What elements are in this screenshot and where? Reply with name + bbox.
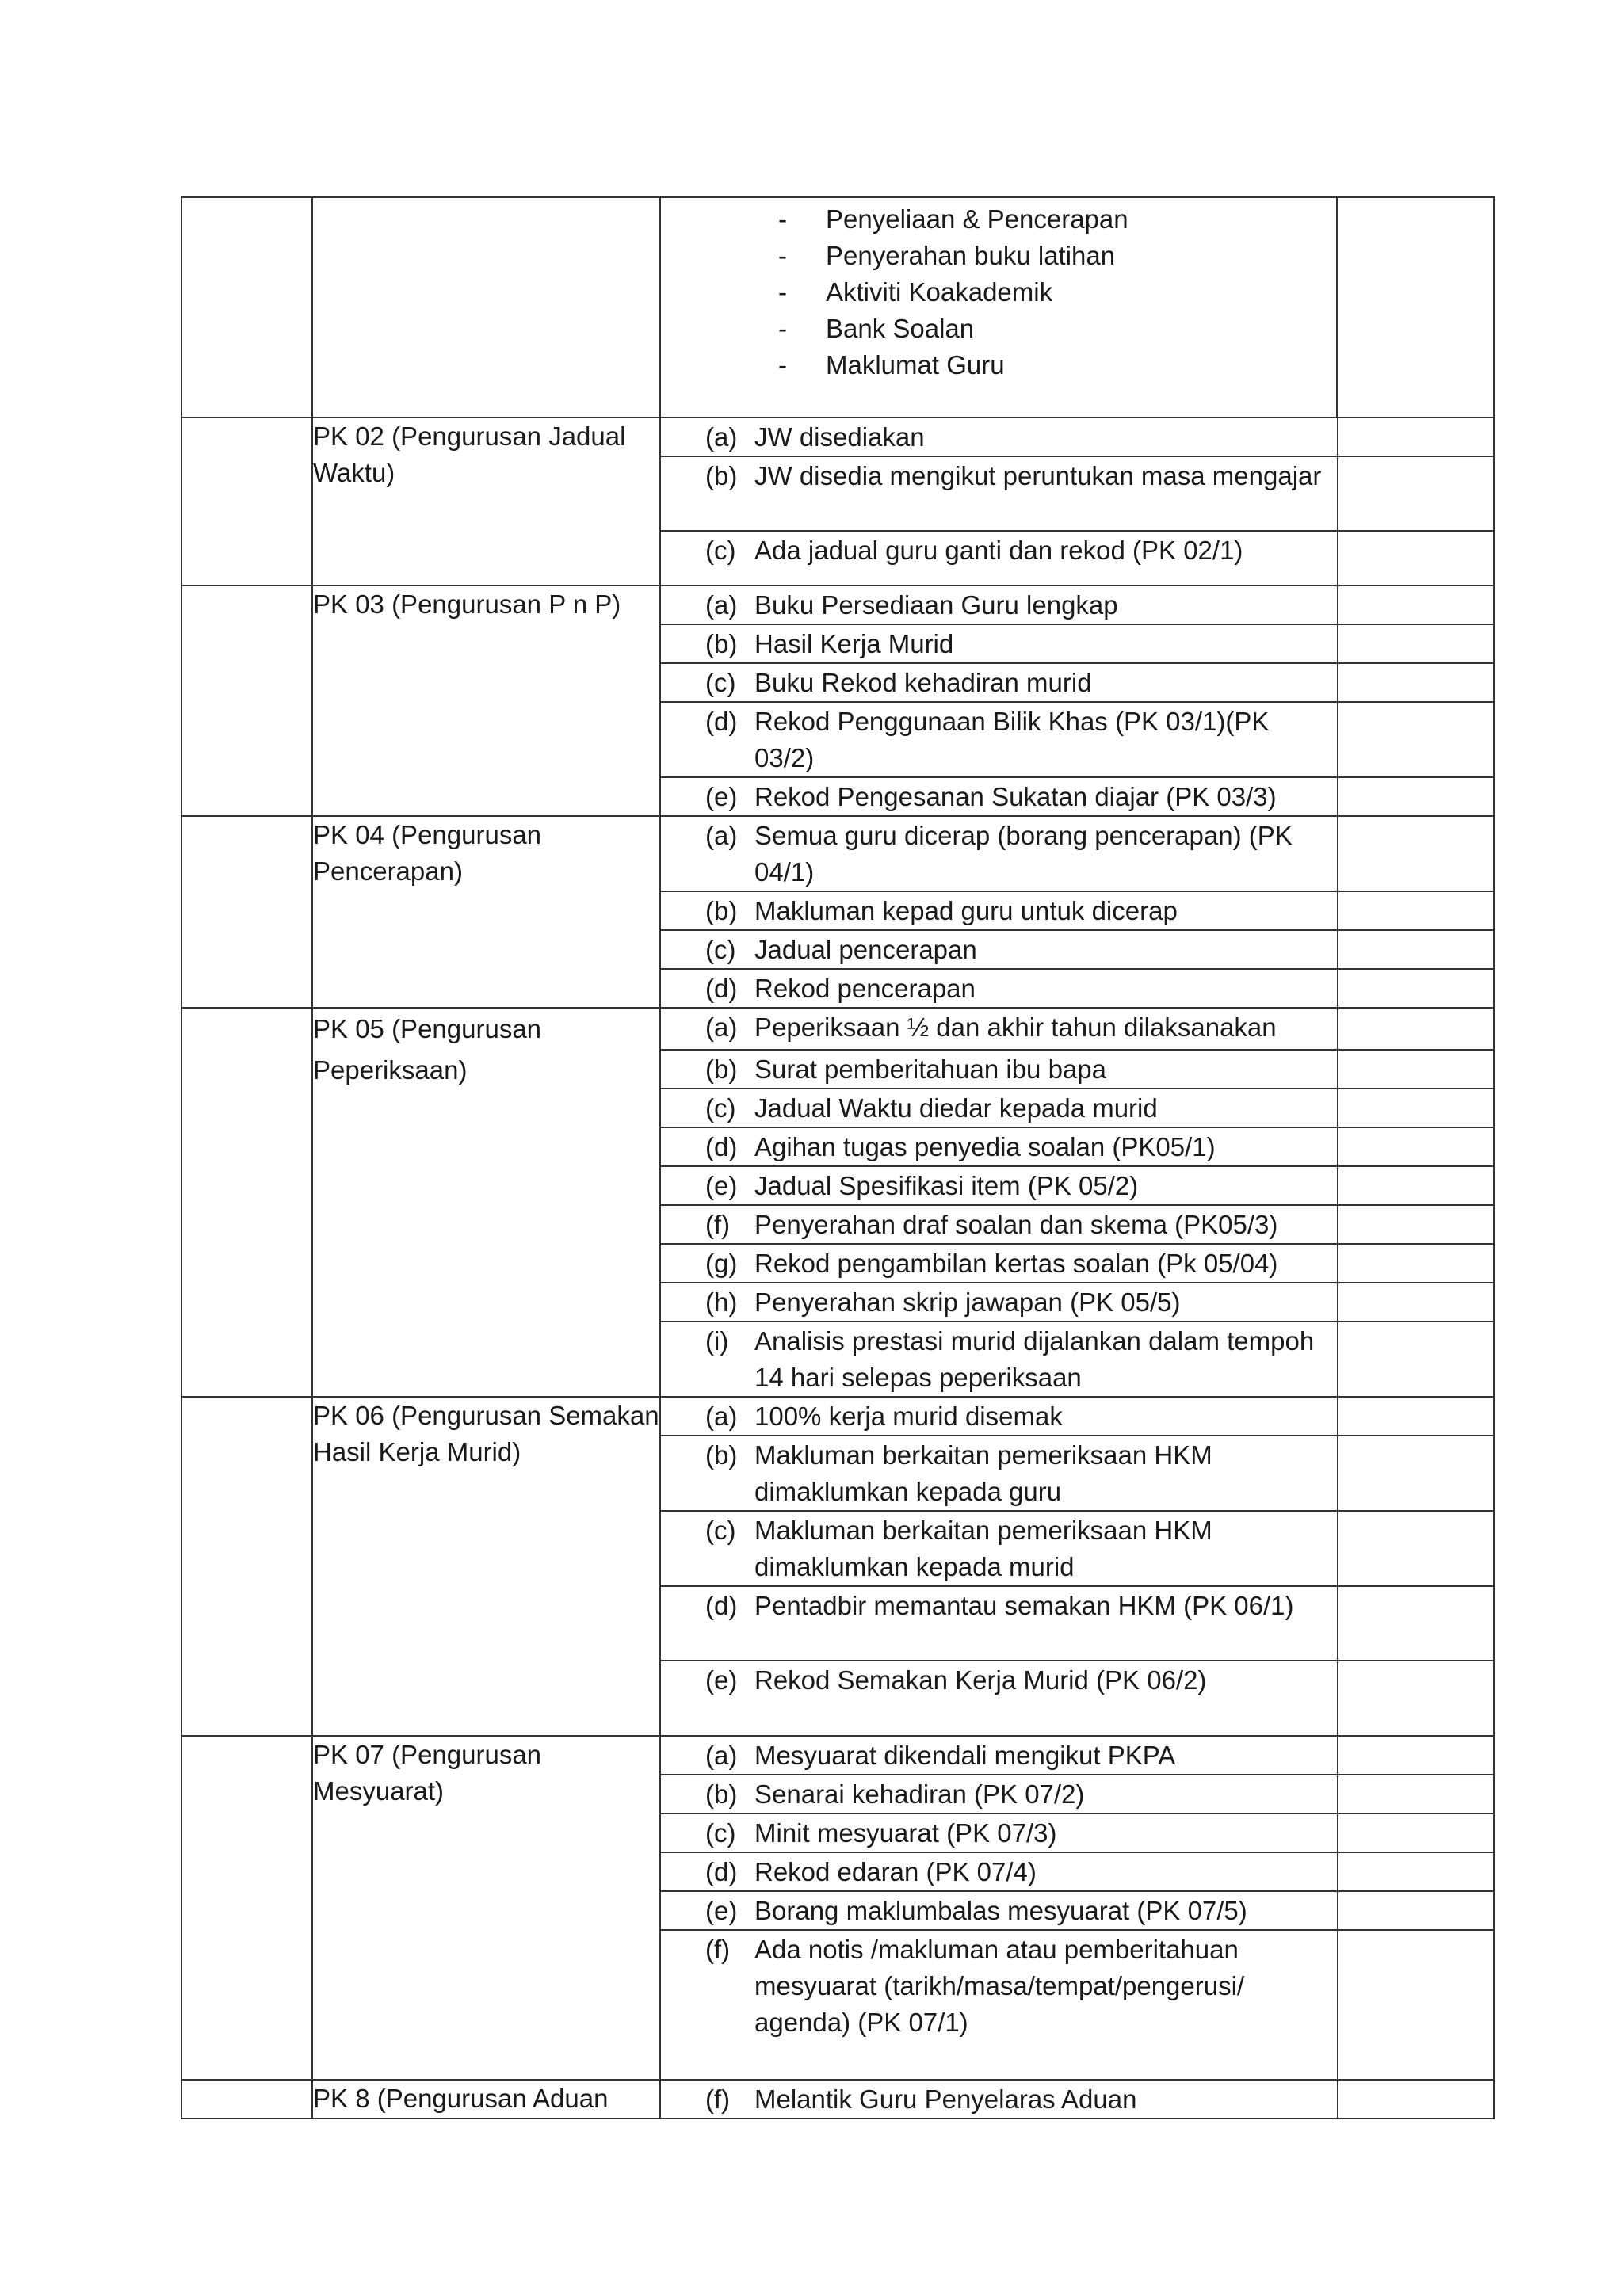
- empty-cell: [181, 2080, 312, 2119]
- list-item: (a) Semua guru dicerap (borang pencerapan) (PK 04/1): [705, 821, 1293, 887]
- list-item: - Maklumat Guru: [778, 350, 1005, 379]
- empty-cell: [181, 1008, 312, 1397]
- list-item: (g) Rekod pengambilan kertas soalan (Pk 05/04): [705, 1249, 1278, 1278]
- list-item: (c) Makluman berkaitan pemeriksaan HKM dimaklumkan kepada murid: [705, 1516, 1212, 1581]
- list-item: (b) Surat pemberitahuan ibu bapa: [705, 1055, 1106, 1084]
- sub-table: [661, 1009, 1495, 1396]
- list-item: (d) Agihan tugas penyedia soalan (PK05/1): [705, 1132, 1216, 1161]
- sub-table: [661, 817, 1495, 1007]
- group-label: PK 03 (Pengurusan P n P): [312, 585, 660, 816]
- list-item: (d) Rekod pencerapan: [705, 974, 976, 1003]
- list-item: - Penyerahan buku latihan: [778, 241, 1116, 270]
- list-item: (i) Analisis prestasi murid dijalankan dalam tempoh 14 hari selepas peperiksaan: [705, 1326, 1315, 1392]
- list-item: (b) JW disedia mengikut peruntukan masa mengajar: [705, 461, 1322, 490]
- list-item: (b) Senarai kehadiran (PK 07/2): [705, 1779, 1085, 1809]
- list-item: - Bank Soalan: [778, 314, 975, 343]
- list-item: (a) 100% kerja murid disemak: [705, 1402, 1063, 1431]
- empty-cell: [181, 1397, 312, 1736]
- list-item: (e) Rekod Pengesanan Sukatan diajar (PK 03/3): [705, 782, 1277, 811]
- table-row: [181, 418, 1494, 585]
- list-item: - Penyeliaan & Pencerapan: [778, 204, 1128, 234]
- group-label: PK 8 (Pengurusan Aduan: [312, 2080, 660, 2119]
- list-item: (c) Ada jadual guru ganti dan rekod (PK 02/1): [705, 536, 1243, 565]
- list-item: (a) JW disediakan: [705, 422, 925, 452]
- empty-cell: [181, 1736, 312, 2080]
- list-item: (b) Hasil Kerja Murid: [705, 629, 954, 658]
- group-label: PK 05 (Pengurusan Peperiksaan): [312, 1008, 660, 1397]
- list-item: (c) Jadual pencerapan: [705, 935, 977, 964]
- list-item: (b) Makluman kepad guru untuk dicerap: [705, 896, 1178, 925]
- list-item: (e) Borang maklumbalas mesyuarat (PK 07/5): [705, 1896, 1247, 1925]
- table-row: [181, 1736, 1494, 2080]
- sub-table: [661, 1398, 1495, 1735]
- list-item: (a) Peperiksaan ½ dan akhir tahun dilaksanakan: [705, 1013, 1277, 1042]
- group-label: PK 02 (Pengurusan Jadual Waktu): [312, 418, 660, 585]
- group-label: PK 06 (Pengurusan Semakan Hasil Kerja Murid): [312, 1397, 660, 1736]
- list-item: - Aktiviti Koakademik: [778, 277, 1053, 307]
- table-row: [181, 585, 1494, 816]
- sub-table: [661, 418, 1495, 585]
- empty-cell: [181, 585, 312, 816]
- group-label: PK 04 (Pengurusan Pencerapan): [312, 816, 660, 1008]
- list-item: (d) Rekod edaran (PK 07/4): [705, 1857, 1037, 1886]
- list-item: (e) Jadual Spesifikasi item (PK 05/2): [705, 1171, 1139, 1200]
- table-row: [181, 816, 1494, 1008]
- empty-cell: [181, 197, 312, 418]
- table-row: [181, 197, 1494, 418]
- list-item: (d) Rekod Penggunaan Bilik Khas (PK 03/1)(PK 03/2): [705, 707, 1270, 772]
- list-item: (f) Ada notis /makluman atau pemberitahuan mesyuarat (tarikh/masa/tempat/pengerusi/ agenda) (PK 07/1): [705, 1935, 1245, 2037]
- empty-cell: [181, 418, 312, 585]
- list-item: (f) Penyerahan draf soalan dan skema (PK05/3): [705, 1210, 1278, 1239]
- empty-cell: [181, 816, 312, 1008]
- list-item: (c) Jadual Waktu diedar kepada murid: [705, 1093, 1158, 1123]
- list-item: (e) Rekod Semakan Kerja Murid (PK 06/2): [705, 1665, 1207, 1695]
- empty-cell: [312, 197, 660, 418]
- table-row: [181, 1397, 1494, 1736]
- sub-table: [661, 1737, 1495, 2079]
- sub-table: [661, 2081, 1495, 2118]
- list-item: (f) Melantik Guru Penyelaras Aduan: [705, 2084, 1137, 2114]
- list-item: (d) Pentadbir memantau semakan HKM (PK 06/1): [705, 1591, 1294, 1620]
- empty-cell: [1337, 197, 1494, 418]
- sub-table: [661, 586, 1495, 815]
- group-label: PK 07 (Pengurusan Mesyuarat): [312, 1736, 660, 2080]
- table-row: [181, 2080, 1494, 2119]
- checklist-table: [181, 196, 1495, 2119]
- item-cell: [660, 197, 1337, 418]
- table-row: [181, 1008, 1494, 1397]
- list-item: (b) Makluman berkaitan pemeriksaan HKM dimaklumkan kepada guru: [705, 1440, 1212, 1506]
- list-item: (a) Mesyuarat dikendali mengikut PKPA: [705, 1741, 1176, 1770]
- list-item: (c) Buku Rekod kehadiran murid: [705, 668, 1092, 697]
- list-item: (h) Penyerahan skrip jawapan (PK 05/5): [705, 1287, 1181, 1317]
- list-item: (a) Buku Persediaan Guru lengkap: [705, 590, 1118, 620]
- list-item: (c) Minit mesyuarat (PK 07/3): [705, 1818, 1057, 1848]
